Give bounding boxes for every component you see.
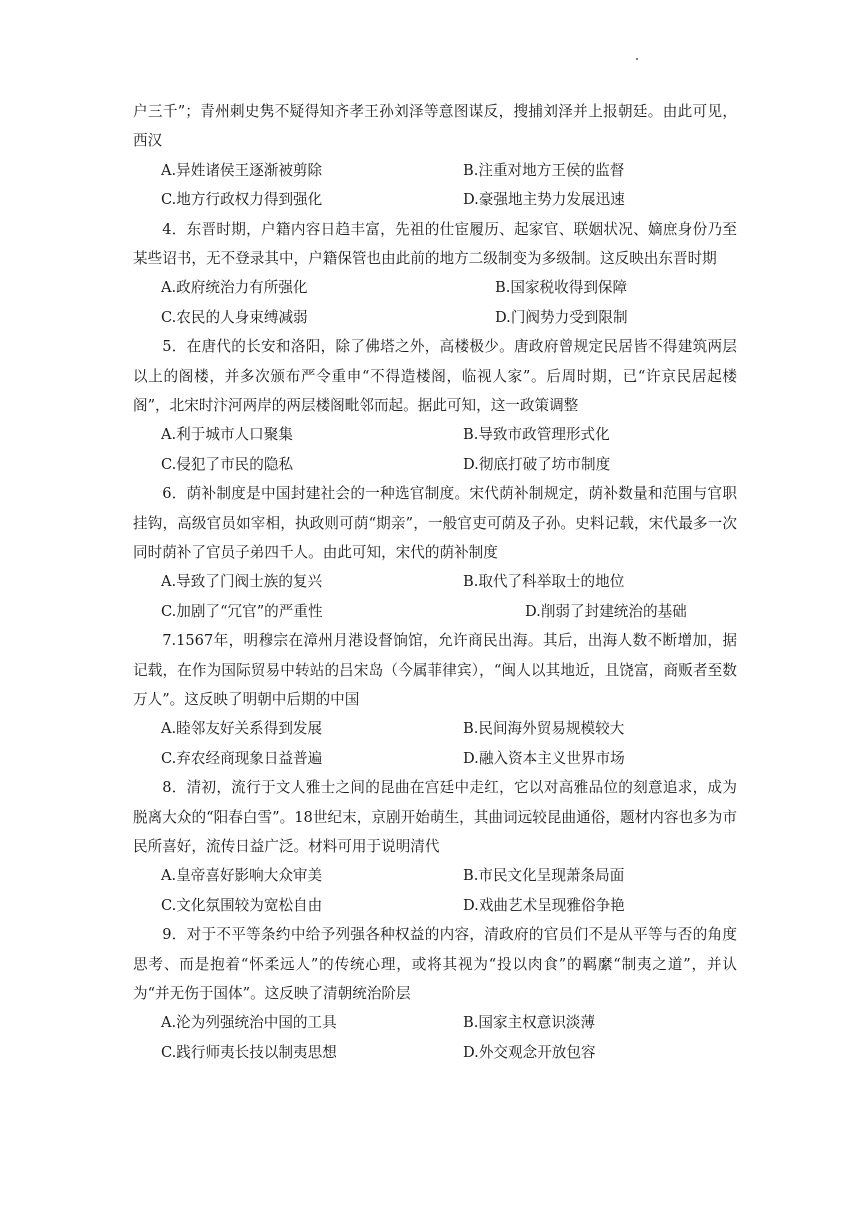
option-d[interactable]: D.外交观念开放包容: [463, 1043, 596, 1061]
option-d[interactable]: D.削弱了封建统治的基础: [525, 602, 687, 620]
question-options: [133, 1008, 737, 1067]
question-stem: 8．清初，流行于文人雅士之间的昆曲在宫廷中走红，它以对高雅品位的刻意追求，成为脱离大众的“阳春白雪”。18世纪末，京剧开始萌生，其曲词远较昆曲通俗，题材内容也多为市民所喜好，流传日益广泛。材料可用于说明清代: [133, 779, 737, 855]
option-b[interactable]: B.注重对地方王侯的监督: [463, 161, 625, 179]
option-a[interactable]: A.皇帝喜好影响大众审美: [161, 867, 323, 885]
option-d[interactable]: D.彻底打破了坊市制度: [463, 455, 611, 473]
option-b[interactable]: B.国家主权意识淡薄: [463, 1014, 596, 1032]
option-row: [133, 273, 737, 302]
option-d[interactable]: D.融入资本主义世界市场: [463, 749, 625, 767]
option-row: [133, 567, 737, 596]
option-row: [133, 1008, 737, 1037]
option-row: [133, 420, 737, 449]
option-a[interactable]: A.异姓诸侯王逐渐被剪除: [161, 161, 323, 179]
option-c[interactable]: C.农民的人身束缚减弱: [161, 308, 308, 326]
question-options: [133, 156, 737, 215]
option-c[interactable]: C.弃农经商现象日益普遍: [161, 749, 323, 767]
option-b[interactable]: B.民间海外贸易规模较大: [463, 720, 625, 738]
question-stem: 9．对于不平等条约中给予列强各种权益的内容，清政府的官员们不是从平等与否的角度思考、而是抱着“怀柔远人”的传统心理，或将其视为“投以肉食”的羁縻“制夷之道”，并认为“并无伤于国体”。这反映了清朝统治阶层: [133, 926, 737, 1002]
question-options: [133, 567, 737, 626]
question-8: [133, 773, 737, 920]
option-d[interactable]: D.豪强地主势力发展迅速: [463, 191, 625, 209]
question-6: [133, 479, 737, 626]
option-b[interactable]: B.国家税收得到保障: [495, 279, 628, 297]
question-4: [133, 215, 737, 333]
option-row: [133, 185, 737, 214]
option-a[interactable]: A.利于城市人口聚集: [161, 426, 293, 444]
page-dot-mark: [636, 58, 638, 60]
option-row: [133, 861, 737, 890]
option-row: [133, 891, 737, 920]
option-c[interactable]: C.地方行政权力得到强化: [161, 191, 323, 209]
option-c[interactable]: C.文化氛围较为宽松自由: [161, 896, 323, 914]
question-stem: 5．在唐代的长安和洛阳，除了佛塔之外，高楼极少。唐政府曾规定民居皆不得建筑两层以上的阁楼，并多次颁布严令重申“不得造楼阁，临视人家”。后周时期，已“许京民居起楼阁”，北宋时汴河两岸的两层楼阁毗邻而起。据此可知，这一政策调整: [133, 338, 737, 414]
option-c[interactable]: C.加剧了“冗官”的严重性: [161, 602, 323, 620]
option-c[interactable]: C.侵犯了市民的隐私: [161, 455, 294, 473]
question-options: [133, 420, 737, 479]
question-9: [133, 920, 737, 1067]
option-a[interactable]: A.政府统治力有所强化: [161, 279, 308, 297]
option-b[interactable]: B.取代了科举取士的地位: [463, 573, 625, 591]
question-stem: 4．东晋时期，户籍内容日趋丰富，先祖的仕宦履历、起家官、联姻状况、嫡庶身份乃至某些诏书，无不登录其中，户籍保管也由此前的地方二级制变为多级制。这反映出东晋时期: [133, 220, 737, 267]
question-stem: 7.1567年，明穆宗在漳州月港设督饷馆，允许商民出海。其后，出海人数不断增加，据记载，在作为国际贸易中转站的吕宋岛（今属菲律宾），“闽人以其地近，且饶富，商贩者至数万人”。这反映了明朝中后期的中国: [133, 632, 737, 708]
question-stem: 户三千”；青州刺史隽不疑得知齐孝王孙刘泽等意图谋反，搜捕刘泽并上报朝廷。由此可见，西汉: [133, 103, 737, 150]
option-a[interactable]: A.导致了门阀士族的复兴: [161, 573, 323, 591]
option-row: [133, 156, 737, 185]
option-b[interactable]: B.导致市政管理形式化: [463, 426, 610, 444]
exam-page-content: [133, 97, 737, 1067]
option-row: [133, 744, 737, 773]
option-d[interactable]: D.门阀势力受到限制: [495, 308, 628, 326]
option-row: [133, 450, 737, 479]
option-b[interactable]: B.市民文化呈现萧条局面: [463, 867, 625, 885]
question-5: [133, 332, 737, 479]
option-c[interactable]: C.践行师夷长技以制夷思想: [161, 1043, 337, 1061]
question-3: [133, 97, 737, 215]
option-d[interactable]: D.戏曲艺术呈现雅俗争艳: [463, 896, 625, 914]
question-7: [133, 626, 737, 773]
question-stem: 6．荫补制度是中国封建社会的一种选官制度。宋代荫补制规定，荫补数量和范围与官职挂钩，高级官员如宰相，执政则可荫“期亲”，一般官吏可荫及子孙。史料记载，宋代最多一次同时荫补了官员子弟四千人。由此可知，宋代的荫补制度: [133, 485, 737, 561]
option-row: [133, 1038, 737, 1067]
option-row: [133, 714, 737, 743]
question-options: [133, 273, 737, 332]
question-options: [133, 714, 737, 773]
option-row: [133, 303, 737, 332]
option-a[interactable]: A.睦邻友好关系得到发展: [161, 720, 323, 738]
option-a[interactable]: A.沦为列强统治中国的工具: [161, 1014, 337, 1032]
option-row: [133, 597, 737, 626]
question-options: [133, 861, 737, 920]
